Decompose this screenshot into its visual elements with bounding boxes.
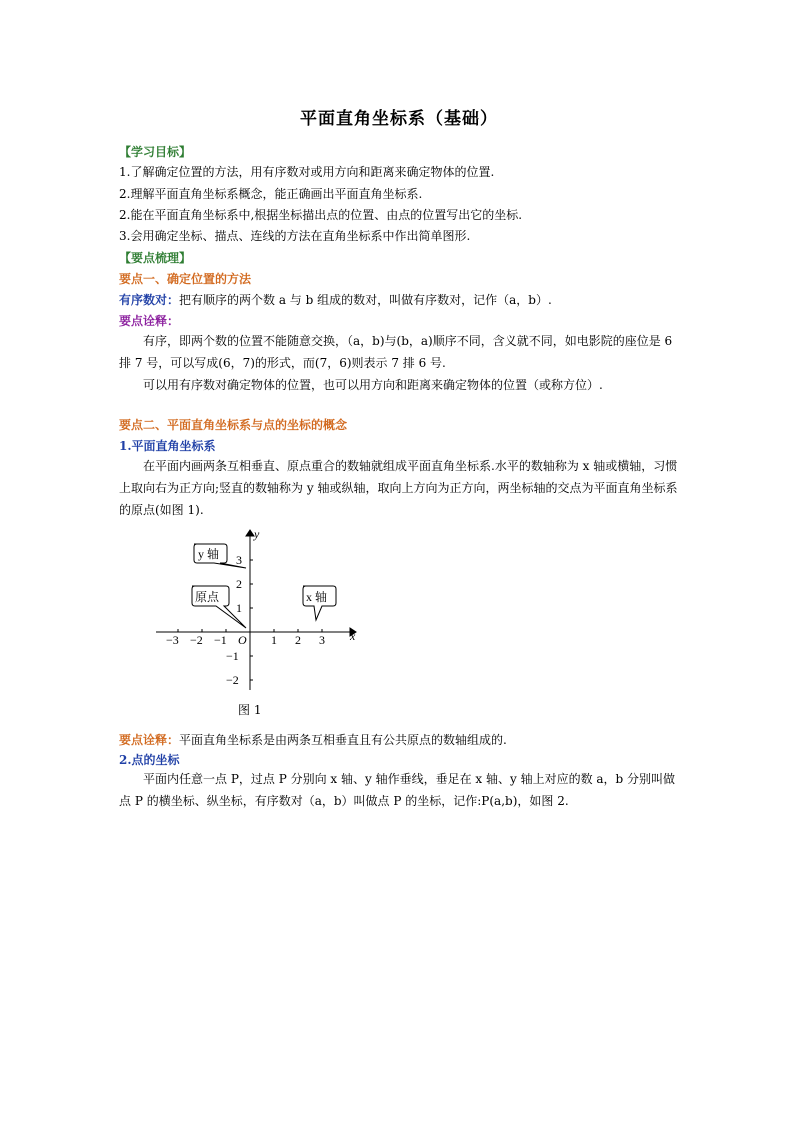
x-tick-1: 1: [271, 633, 277, 647]
summary-header: 【要点梳理】: [119, 251, 192, 265]
x-tick-neg2: −2: [190, 633, 203, 647]
y-axis-arrow-icon: [246, 530, 254, 536]
point1-explain-label: 要点诠释：: [119, 314, 180, 328]
definition-label: 有序数对：: [119, 293, 180, 307]
y-tick-1: 1: [236, 601, 242, 615]
point1-paragraph-2: 可以用有序数对确定物体的位置，也可以用方向和距离来确定物体的位置（或称方位）.: [143, 378, 603, 392]
y-axis-variable: y: [254, 527, 260, 541]
page-title: 平面直角坐标系（基础）: [300, 109, 498, 129]
point2-explain: [119, 732, 507, 748]
point2-explain-label: 要点诠释：: [119, 733, 180, 747]
point2-title: 要点二、平面直角坐标系与点的坐标的概念: [119, 418, 348, 432]
figure-coordinate-system: [150, 522, 370, 702]
goals-header: 【学习目标】: [119, 145, 192, 159]
point1-title: 要点一、确定位置的方法: [119, 272, 252, 286]
y-tick-neg1: −1: [226, 649, 239, 663]
x-tick-3: 3: [319, 633, 325, 647]
x-tick-neg1: −1: [214, 633, 227, 647]
ordered-pair-definition: [119, 292, 552, 308]
goal-item-4: 3.会用确定坐标、描点、连线的方法在直角坐标系中作出简单图形.: [119, 229, 471, 243]
definition-text: 把有顺序的两个数 a 与 b 组成的数对，叫做有序数对，记作（a，b）.: [179, 293, 552, 307]
point2-paragraph-1: 在平面内画两条互相垂直、原点重合的数轴就组成平面直角坐标系.水平的数轴称为 x 轴或横轴，习惯上取向右为正方向;竖直的数轴称为 y 轴或纵轴，取向上方向为正方向，两坐标轴的交点为平面直角坐标系的原点(如图 1).: [119, 459, 678, 517]
origin-label: O: [238, 633, 247, 647]
y-tick-neg2: −2: [226, 673, 239, 687]
x-tick-neg3: −3: [166, 633, 179, 647]
y-tick-3: 3: [236, 553, 242, 567]
subsection-point-coordinates: 2.点的坐标: [119, 753, 180, 767]
x-axis-variable: x: [350, 629, 356, 643]
callout-x-axis-text: x 轴: [306, 590, 328, 604]
goal-item-1: 1.了解确定位置的方法，用有序数对或用方向和距离来确定物体的位置.: [119, 165, 495, 179]
subsection-coordinate-system: 1.平面直角坐标系: [119, 439, 216, 453]
goal-item-3: 2.能在平面直角坐标系中,根据坐标描出点的位置、由点的位置写出它的坐标.: [119, 208, 523, 222]
callout-y-axis-text: y 轴: [198, 547, 220, 561]
figure-1-caption: 图 1: [238, 703, 262, 717]
callout-origin-text: 原点: [195, 590, 220, 604]
goal-item-2: 2.理解平面直角坐标系概念，能正确画出平面直角坐标系.: [119, 187, 423, 201]
point2-paragraph-2: 平面内任意一点 P，过点 P 分别向 x 轴、y 轴作垂线，垂足在 x 轴、y 轴上对应的数 a，b 分别叫做点 P 的横坐标、纵坐标，有序数对（a，b）叫做点 P 的坐标，记作:P(a,b)，如图 2.: [119, 772, 676, 808]
y-tick-2: 2: [236, 577, 242, 591]
point2-explain-text: 平面直角坐标系是由两条互相垂直且有公共原点的数轴组成的.: [179, 733, 507, 747]
x-tick-2: 2: [295, 633, 301, 647]
point1-paragraph-1: 有序，即两个数的位置不能随意交换，（a，b)与(b，a)顺序不同，含义就不同，如电影院的座位是 6 排 7 号，可以写成(6，7)的形式，而(7，6)则表示 7 排 6 号.: [119, 334, 673, 370]
